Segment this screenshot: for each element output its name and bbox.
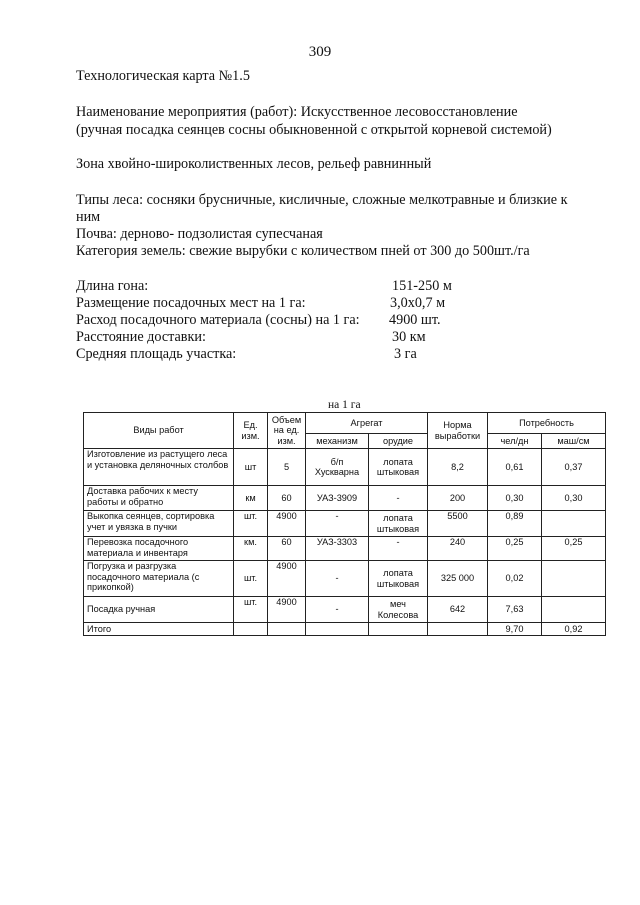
cell-volume: 60 — [268, 486, 306, 511]
param-label-consumption: Расход посадочного материала (сосны) на 1 га: — [76, 312, 360, 328]
cell-mechanism: б/п Хускварна — [306, 449, 369, 486]
header-need: Потребность — [488, 413, 606, 434]
cell-norm: 240 — [428, 537, 488, 561]
table-total-row — [84, 623, 606, 636]
cell-volume: 4900 — [268, 511, 306, 537]
table-row — [84, 486, 606, 511]
cell-norm: 5500 — [428, 511, 488, 537]
param-value-run-length: 151-250 м — [392, 278, 452, 294]
cell-machine-shifts — [542, 511, 606, 537]
cell-tool: лопата штыковая — [369, 511, 428, 537]
header-line-forest-types-cont: ним — [76, 209, 101, 225]
document-title: Технологическая карта №1.5 — [76, 68, 250, 84]
cell-norm: 200 — [428, 486, 488, 511]
cell-total-person-days: 9,70 — [488, 623, 542, 636]
table-caption: на 1 га — [328, 399, 361, 411]
header-volume: Объем на ед. изм. — [268, 413, 306, 449]
cell-person-days: 0,25 — [488, 537, 542, 561]
table-row — [84, 537, 606, 561]
cell-unit: км. — [234, 537, 268, 561]
cell-unit: шт. — [234, 597, 268, 623]
operations-table — [83, 412, 606, 636]
cell-norm: 642 — [428, 597, 488, 623]
header-aggregate: Агрегат — [306, 413, 428, 434]
cell-work-name: Посадка ручная — [84, 597, 234, 623]
cell-mechanism: - — [306, 597, 369, 623]
cell-mechanism: УАЗ-3909 — [306, 486, 369, 511]
header-unit: Ед. изм. — [234, 413, 268, 449]
header-line-forest-types: Типы леса: сосняки брусничные, кисличные, сложные мелкотравные и близкие к — [76, 192, 568, 208]
cell-machine-shifts: 0,37 — [542, 449, 606, 486]
cell-person-days: 0,89 — [488, 511, 542, 537]
cell-empty — [234, 623, 268, 636]
cell-volume: 5 — [268, 449, 306, 486]
table-row — [84, 561, 606, 597]
cell-norm: 325 000 — [428, 561, 488, 597]
header-line-activity-detail: (ручная посадка сеянцев сосны обыкновенной с открытой корневой системой) — [76, 122, 552, 138]
param-label-area: Средняя площадь участка: — [76, 346, 237, 362]
header-mechanism: механизм — [306, 434, 369, 449]
header-work-types: Виды работ — [84, 413, 234, 449]
cell-tool: меч Колесова — [369, 597, 428, 623]
cell-unit: шт — [234, 449, 268, 486]
cell-volume: 4900 — [268, 561, 306, 597]
cell-work-name: Погрузка и разгрузка посадочного материала (с прикопкой) — [84, 561, 234, 597]
cell-tool: лопата штыковая — [369, 561, 428, 597]
cell-work-name: Изготовление из растущего леса и установка деляночных столбов — [84, 449, 234, 486]
table-row — [84, 511, 606, 537]
cell-work-name: Перевозка посадочного материала и инвентаря — [84, 537, 234, 561]
param-label-distance: Расстояние доставки: — [76, 329, 206, 345]
cell-person-days: 0,61 — [488, 449, 542, 486]
param-label-run-length: Длина гона: — [76, 278, 149, 294]
cell-empty — [428, 623, 488, 636]
param-label-placement: Размещение посадочных мест на 1 га: — [76, 295, 306, 311]
param-value-consumption: 4900 шт. — [389, 312, 441, 328]
cell-person-days: 0,02 — [488, 561, 542, 597]
cell-work-name: Доставка рабочих к месту работы и обратно — [84, 486, 234, 511]
cell-machine-shifts: 0,30 — [542, 486, 606, 511]
cell-unit: км — [234, 486, 268, 511]
cell-mechanism: - — [306, 561, 369, 597]
cell-total-machine-shifts: 0,92 — [542, 623, 606, 636]
cell-empty — [369, 623, 428, 636]
cell-norm: 8,2 — [428, 449, 488, 486]
cell-empty — [268, 623, 306, 636]
header-machine-shifts: маш/см — [542, 434, 606, 449]
cell-empty — [306, 623, 369, 636]
cell-machine-shifts: 0,25 — [542, 537, 606, 561]
cell-person-days: 7,63 — [488, 597, 542, 623]
header-line-activity: Наименование мероприятия (работ): Искусственное лесовосстановление — [76, 104, 518, 120]
cell-work-name: Выкопка сеянцев, сортировка учет и увязка в пучки — [84, 511, 234, 537]
table-row — [84, 449, 606, 486]
cell-mechanism: УАЗ-3303 — [306, 537, 369, 561]
cell-total-label: Итого — [84, 623, 234, 636]
header-person-days: чел/дн — [488, 434, 542, 449]
cell-machine-shifts — [542, 561, 606, 597]
header-line-soil: Почва: дерново- подзолистая супесчаная — [76, 226, 323, 242]
header-line-land-category: Категория земель: свежие вырубки с количеством пней от 300 до 500шт./га — [76, 243, 530, 259]
header-norm: Норма выработки — [428, 413, 488, 449]
cell-person-days: 0,30 — [488, 486, 542, 511]
cell-volume: 4900 — [268, 597, 306, 623]
cell-unit: шт. — [234, 511, 268, 537]
cell-volume: 60 — [268, 537, 306, 561]
cell-mechanism: - — [306, 511, 369, 537]
param-value-placement: 3,0x0,7 м — [390, 295, 446, 311]
page-number: 309 — [308, 44, 332, 60]
cell-unit: шт. — [234, 561, 268, 597]
param-value-distance: 30 км — [392, 329, 426, 345]
header-line-zone: Зона хвойно-широколиственных лесов, рельеф равнинный — [76, 156, 432, 172]
cell-tool: - — [369, 537, 428, 561]
cell-tool: лопата штыковая — [369, 449, 428, 486]
cell-machine-shifts — [542, 597, 606, 623]
param-value-area: 3 га — [394, 346, 417, 362]
header-tool: орудие — [369, 434, 428, 449]
cell-tool: - — [369, 486, 428, 511]
table-row — [84, 597, 606, 623]
